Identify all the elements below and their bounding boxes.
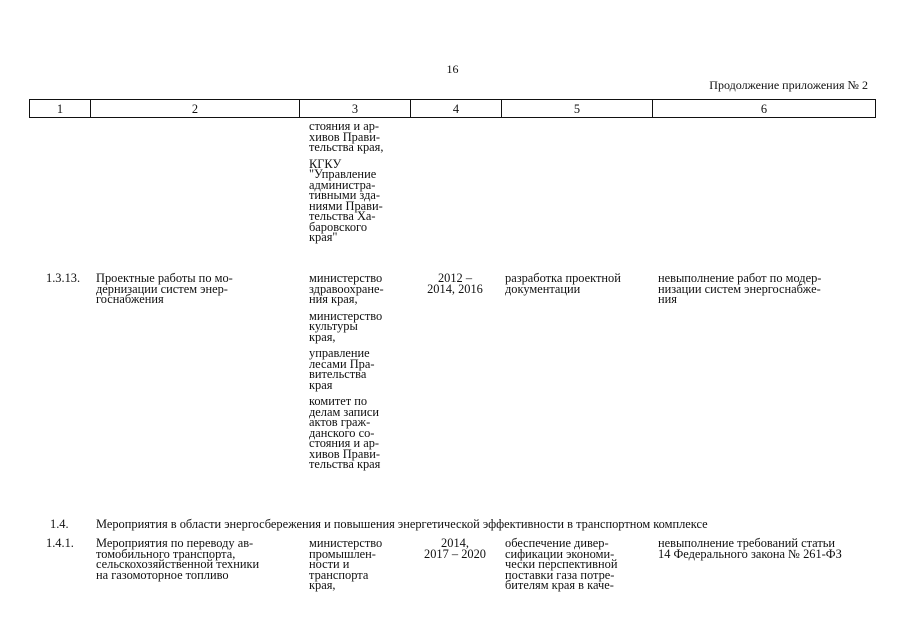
header-col-5: 5 [501, 99, 653, 118]
executor-block [309, 273, 405, 305]
period-line: 2014, [441, 536, 469, 550]
consequence-line: 14 Федерального закона № 261-ФЗ [658, 546, 842, 561]
header-col-3: 3 [299, 99, 411, 118]
row-number-1-3-13: 1.3.13. [46, 271, 81, 285]
row-consequence-1-3-13 [658, 273, 873, 305]
executor-line: промышлен- [309, 546, 376, 561]
carryover-line: тельства Ха- [309, 209, 376, 223]
executor-line: здравоохране- [309, 281, 384, 296]
row-period-1-3-13 [410, 273, 500, 294]
consequence-line: ния [658, 292, 677, 306]
row-consequence-1-4-1 [658, 538, 883, 559]
result-line: обеспечение дивер- [505, 536, 609, 550]
row-period-1-4-1 [410, 538, 500, 559]
consequence-line: невыполнение работ по модер- [658, 271, 822, 285]
executor-block [309, 348, 405, 390]
result-line: документации [505, 281, 581, 296]
header-col-1: 1 [29, 99, 91, 118]
carryover-line: администра- [309, 177, 376, 192]
executor-line: комитет по [309, 394, 368, 408]
result-line: бителям края в каче- [505, 578, 614, 592]
table-header-row [29, 99, 876, 119]
executor-line: стояния и ар- [309, 436, 380, 450]
header-col-2: 2 [90, 99, 300, 118]
executor-line: министерство [309, 536, 383, 550]
carryover-line: "Управление [309, 167, 377, 181]
consequence-line: невыполнение требований статьи [658, 536, 836, 550]
carryover-executors [309, 121, 405, 243]
row-executors-1-4-1 [309, 538, 405, 591]
title-line: Проектные работы по мо- [96, 271, 233, 285]
executor-line: делам записи [309, 404, 380, 419]
executor-line: лесами Пра- [309, 356, 375, 371]
title-line: сельскохозяйственной техники [96, 557, 260, 571]
carryover-line: КГКУ [309, 156, 342, 171]
executor-line: края [309, 377, 333, 392]
row-executors-1-3-13 [309, 273, 405, 476]
executor-line: данского со- [309, 425, 375, 440]
row-number-1-4-1: 1.4.1. [46, 536, 74, 550]
result-line: поставки газа потре- [505, 567, 615, 582]
executor-line: ности и [309, 557, 350, 571]
executor-block [309, 308, 405, 344]
title-line: дернизации систем энер- [96, 281, 228, 296]
consequence-line: низации систем энергоснабже- [658, 281, 821, 296]
carryover-line: тивными зда- [309, 188, 381, 202]
executor-line: управление [309, 346, 370, 360]
title-line: томобильного транспорта, [96, 546, 236, 561]
result-line: чески перспективной [505, 557, 618, 571]
carryover-line: стояния и ар- [309, 119, 380, 133]
executor-line: края, [309, 329, 336, 344]
executor-line: культуры [309, 319, 358, 333]
period-line: 2012 – [437, 271, 473, 285]
carryover-line: края" [309, 230, 338, 244]
executor-line: министерство [309, 308, 383, 323]
executor-line: ния края, [309, 292, 358, 306]
result-line: разработка проектной [505, 271, 621, 285]
result-line: сификации экономи- [505, 546, 615, 561]
title-line: госнабжения [96, 292, 164, 306]
page-number: 16 [446, 62, 459, 76]
executor-line: актов граж- [309, 415, 371, 429]
executor-line: вительства [309, 367, 367, 381]
section-title-1-4: Мероприятия в области энергосбережения и повышения энергетической эффективности в транспортном комплексе [96, 517, 708, 531]
row-title-1-4-1 [96, 538, 301, 580]
row-result-1-4-1 [505, 538, 655, 591]
section-number-1-4: 1.4. [50, 517, 69, 531]
carryover-line: тельства края, [309, 140, 384, 154]
executor-line: транспорта [309, 567, 369, 582]
row-result-1-3-13 [505, 273, 655, 294]
continuation-label: Продолжение приложения № 2 [709, 78, 868, 92]
header-col-6: 6 [652, 99, 876, 118]
carryover-line: баровского [309, 219, 368, 234]
executor-line: министерство [309, 271, 383, 285]
header-col-4: 4 [410, 99, 502, 118]
carryover-line: ниями Прави- [309, 198, 383, 213]
carryover-line: хивов Прави- [309, 129, 380, 144]
executor-line: края, [309, 578, 336, 592]
executor-line: хивов Прави- [309, 446, 380, 461]
period-line: 2017 – 2020 [424, 546, 486, 561]
period-line: 2014, 2016 [427, 281, 483, 296]
title-line: Мероприятия по переводу ав- [96, 536, 254, 550]
row-title-1-3-13 [96, 273, 296, 305]
executor-block [309, 396, 405, 470]
executor-line: тельства края [309, 457, 381, 471]
title-line: на газомоторное топливо [96, 567, 229, 582]
